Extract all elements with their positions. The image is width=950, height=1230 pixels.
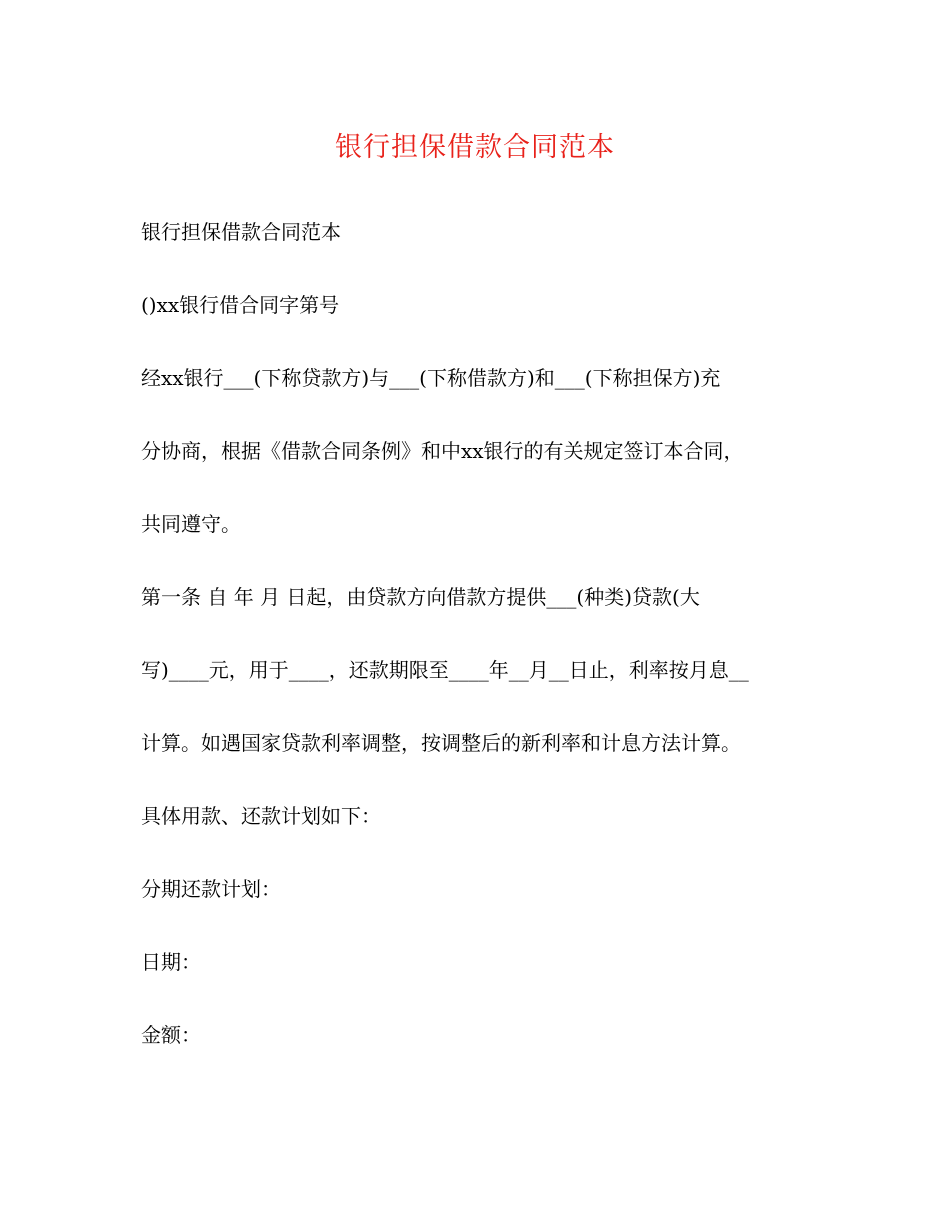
body-line-interest: 计算。如遇国家贷款利率调整，按调整后的新利率和计息方法计算。	[141, 731, 741, 755]
body-line-date: 日期：	[141, 950, 201, 974]
body-line-parties: 经xx银行___(下称贷款方)与___(下称借款方)和___(下称担保方)充	[141, 366, 721, 390]
body-line-repayment-plan: 分期还款计划：	[141, 877, 281, 901]
body-line-comply: 共同遵守。	[141, 512, 241, 536]
body-line-amount: 金额：	[141, 1023, 201, 1047]
body-line-negotiation: 分协商，根据《借款合同条例》和中xx银行的有关规定签订本合同，	[141, 439, 744, 463]
body-line-loan-terms: 写)____元，用于____，还款期限至____年__月__日止，利率按月息__	[141, 658, 749, 682]
body-line-contract-number: ()xx银行借合同字第号	[141, 293, 340, 317]
body-line-plan-intro: 具体用款、还款计划如下：	[141, 804, 381, 828]
body-line-article-one: 第一条 自 年 月 日起，由贷款方向借款方提供___(种类)贷款(大	[141, 585, 700, 609]
document-title: 银行担保借款合同范本	[335, 132, 615, 163]
body-line-heading: 银行担保借款合同范本	[141, 220, 341, 244]
